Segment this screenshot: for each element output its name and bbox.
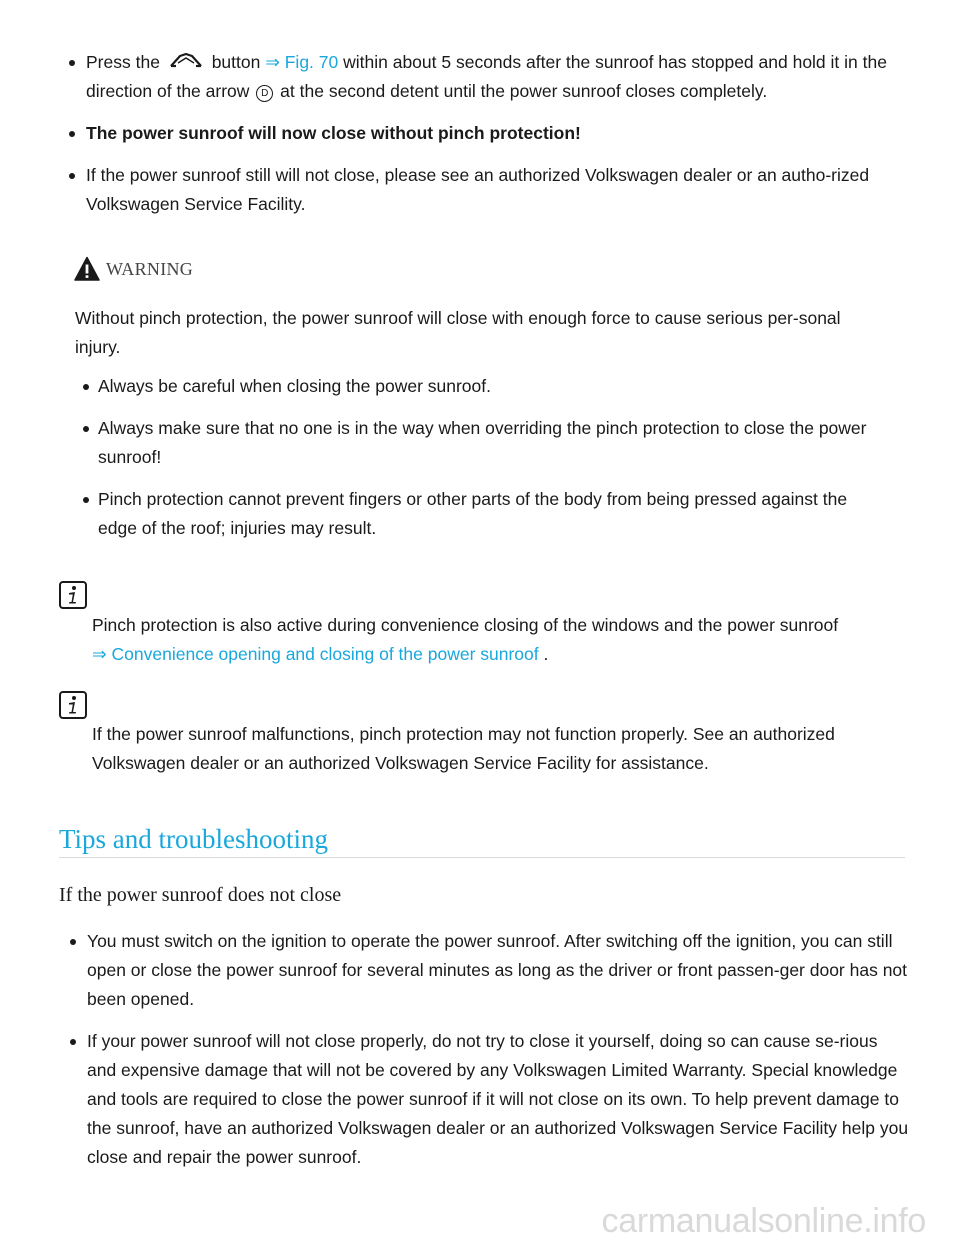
warning-item: Always make sure that no one is in the way when overriding the pinch protection to close the power sunroof! bbox=[98, 414, 888, 472]
fig-70-link[interactable]: ⇒ Fig. 70 bbox=[265, 52, 339, 72]
step-see-dealer: If the power sunroof still will not close, please see an authorized Volkswagen dealer or an autho-rized Volkswagen Service Facility. bbox=[86, 161, 906, 219]
troubleshooting-item: If your power sunroof will not close properly, do not try to close it yourself, doing so can cause se-rious and expensive damage that will not be covered by any Volkswagen Limited Warranty. Special knowledge and tools are required to close the power sunroof if it will not close on its own. To help prevent damage to the sunroof, have an authorized Volkswagen dealer or an authorized Volkswagen Service Facility help you close and repair the power sunroof. bbox=[87, 1027, 909, 1172]
warning-item: Pinch protection cannot prevent fingers or other parts of the body from being pressed against the edge of the roof; injuries may result. bbox=[98, 485, 888, 543]
warning-title: WARNING bbox=[106, 258, 194, 279]
step-press-button: Press the button ⇒ Fig. 70 within about 5 seconds after the sunroof has stopped and hold it in the direction of the arrow D at the second detent until the power sunroof closes completely. bbox=[86, 48, 906, 106]
warning-triangle-icon bbox=[74, 256, 100, 282]
warning-item: Always be careful when closing the power sunroof. bbox=[98, 372, 888, 401]
sunroof-close-icon bbox=[167, 51, 205, 71]
warning-intro: Without pinch protection, the power sunroof will close with enough force to cause serious per-sonal injury. bbox=[75, 308, 841, 357]
troubleshooting-list bbox=[87, 927, 909, 1185]
troubleshooting-item: You must switch on the ignition to operate the power sunroof. After switching off the ignition, you can still open or close the power sunroof for several minutes as long as the driver or front passen-ger door has not been opened. bbox=[87, 927, 909, 1014]
info-note-convenience: Pinch protection is also active during convenience closing of the windows and the power sunroof ⇒ Convenience opening and closing of the power sunroof . bbox=[92, 615, 839, 664]
procedure-steps bbox=[86, 48, 906, 232]
step-no-pinch-protection: The power sunroof will now close without pinch protection! bbox=[86, 119, 906, 148]
info-icon bbox=[59, 581, 87, 609]
info-note-malfunction: If the power sunroof malfunctions, pinch protection may not function properly. See an authorized Volkswagen dealer or an authorized Volkswagen Service Facility for assistance. bbox=[92, 724, 835, 773]
subsection-title: If the power sunroof does not close bbox=[59, 884, 342, 906]
warning-list bbox=[98, 372, 888, 556]
info-icon bbox=[59, 691, 87, 719]
arrow-d-label: D bbox=[256, 85, 273, 102]
watermark: carmanualsonline.info bbox=[601, 1202, 926, 1240]
warning-header bbox=[74, 254, 193, 284]
section-divider bbox=[59, 857, 905, 858]
convenience-link[interactable]: ⇒ Convenience opening and closing of the power sunroof bbox=[92, 644, 539, 664]
section-title: Tips and troubleshooting bbox=[59, 824, 329, 854]
